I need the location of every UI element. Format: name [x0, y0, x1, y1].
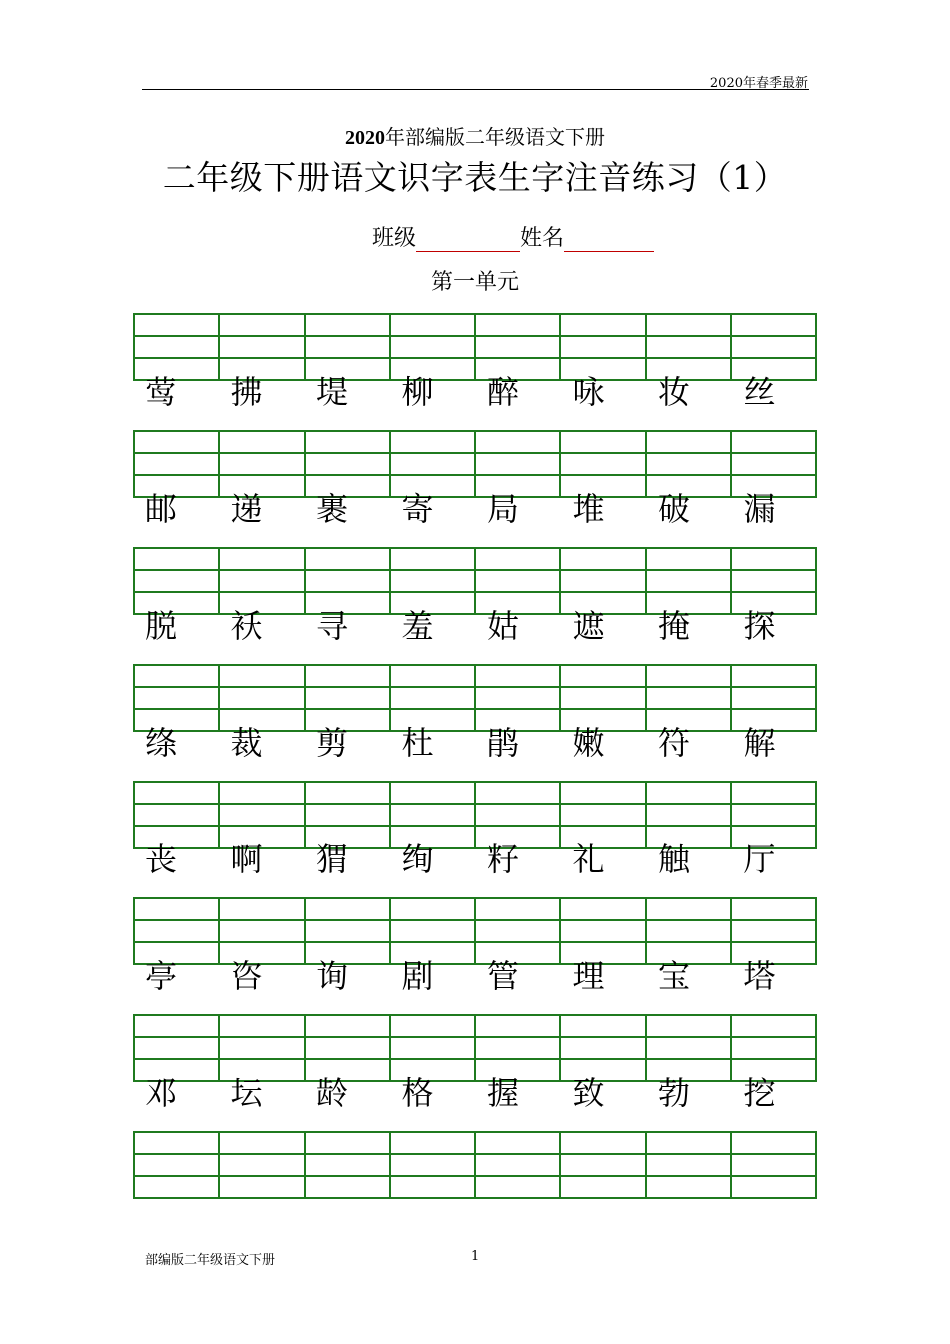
hanzi-character: 解 [743, 724, 776, 762]
pinyin-cell[interactable] [306, 899, 391, 963]
pinyin-cell[interactable] [732, 783, 815, 847]
character-row [133, 1073, 817, 1113]
hanzi-character: 裹 [315, 490, 348, 528]
character-row [133, 723, 817, 763]
pinyin-cell[interactable] [135, 899, 220, 963]
pinyin-cell[interactable] [476, 666, 561, 730]
hanzi-character: 绚 [401, 840, 434, 878]
hanzi-character: 握 [486, 1074, 519, 1112]
sub-title [0, 121, 950, 150]
hanzi-character: 亭 [144, 957, 177, 995]
pinyin-grid [133, 430, 817, 498]
class-blank[interactable] [416, 217, 520, 252]
character-row [133, 839, 817, 879]
pinyin-cell[interactable] [561, 432, 646, 496]
pinyin-cell[interactable] [391, 315, 476, 379]
hanzi-character: 局 [486, 490, 519, 528]
pinyin-cell[interactable] [561, 783, 646, 847]
hanzi-character: 咏 [572, 373, 605, 411]
pinyin-cell[interactable] [306, 1133, 391, 1197]
header-rule [142, 89, 809, 90]
sub-title-year: 2020 [345, 127, 385, 149]
pinyin-grid [133, 664, 817, 732]
hanzi-character: 姑 [486, 607, 519, 645]
hanzi-character: 堤 [315, 373, 348, 411]
hanzi-character: 莺 [144, 373, 177, 411]
pinyin-cell[interactable] [306, 783, 391, 847]
hanzi-character: 掩 [657, 607, 690, 645]
hanzi-character: 龄 [315, 1074, 348, 1112]
hanzi-character: 鹃 [486, 724, 519, 762]
class-label: 班级 [372, 226, 417, 251]
pinyin-cell[interactable] [647, 549, 732, 613]
hanzi-character: 猬 [315, 840, 348, 878]
pinyin-cell[interactable] [391, 783, 476, 847]
hanzi-character: 勃 [657, 1074, 690, 1112]
pinyin-cell[interactable] [135, 1133, 220, 1197]
character-row [133, 489, 817, 529]
student-info [372, 217, 654, 252]
pinyin-cell[interactable] [391, 549, 476, 613]
pinyin-cell[interactable] [732, 1133, 815, 1197]
hanzi-character: 触 [657, 840, 690, 878]
hanzi-character: 裁 [230, 724, 263, 762]
pinyin-cell[interactable] [135, 666, 220, 730]
pinyin-cell[interactable] [306, 1016, 391, 1080]
pinyin-cell[interactable] [647, 1016, 732, 1080]
hanzi-character: 破 [657, 490, 690, 528]
hanzi-character: 剪 [315, 724, 348, 762]
pinyin-cell[interactable] [306, 666, 391, 730]
hanzi-character: 羞 [401, 607, 434, 645]
hanzi-character: 邓 [144, 1074, 177, 1112]
pinyin-cell[interactable] [647, 783, 732, 847]
pinyin-cell[interactable] [135, 549, 220, 613]
hanzi-character: 咨 [230, 957, 263, 995]
pinyin-cell[interactable] [732, 666, 815, 730]
hanzi-character: 符 [657, 724, 690, 762]
hanzi-character: 遮 [572, 607, 605, 645]
name-blank[interactable] [564, 217, 654, 252]
name-label: 姓名 [520, 226, 565, 251]
pinyin-cell[interactable] [306, 315, 391, 379]
pinyin-cell[interactable] [220, 783, 305, 847]
hanzi-character: 挖 [743, 1074, 776, 1112]
hanzi-character: 脱 [144, 607, 177, 645]
hanzi-character: 寄 [401, 490, 434, 528]
hanzi-character: 绦 [144, 724, 177, 762]
pinyin-cell[interactable] [476, 1016, 561, 1080]
hanzi-character: 柳 [401, 373, 434, 411]
pinyin-grid [133, 1014, 817, 1082]
pinyin-cell[interactable] [306, 549, 391, 613]
hanzi-character: 探 [743, 607, 776, 645]
pinyin-cell[interactable] [732, 432, 815, 496]
hanzi-character: 丧 [144, 840, 177, 878]
pinyin-cell[interactable] [476, 549, 561, 613]
hanzi-character: 询 [315, 957, 348, 995]
pinyin-cell[interactable] [476, 1133, 561, 1197]
hanzi-character: 嫩 [572, 724, 605, 762]
pinyin-cell[interactable] [135, 315, 220, 379]
hanzi-character: 拂 [230, 373, 263, 411]
pinyin-cell[interactable] [732, 1016, 815, 1080]
character-row [133, 606, 817, 646]
pinyin-cell[interactable] [391, 1133, 476, 1197]
hanzi-character: 格 [401, 1074, 434, 1112]
hanzi-character: 厅 [743, 840, 776, 878]
pinyin-cell[interactable] [647, 432, 732, 496]
pinyin-cell[interactable] [732, 315, 815, 379]
pinyin-cell[interactable] [391, 1016, 476, 1080]
hanzi-character: 剧 [401, 957, 434, 995]
pinyin-cell[interactable] [220, 315, 305, 379]
pinyin-cell[interactable] [220, 549, 305, 613]
hanzi-character: 邮 [144, 490, 177, 528]
pinyin-cell[interactable] [135, 1016, 220, 1080]
pinyin-cell[interactable] [476, 315, 561, 379]
unit-title: 第一单元 [430, 270, 519, 295]
pinyin-cell[interactable] [647, 315, 732, 379]
pinyin-cell[interactable] [220, 899, 305, 963]
hanzi-character: 堆 [572, 490, 605, 528]
hanzi-character: 坛 [230, 1074, 263, 1112]
pinyin-cell[interactable] [135, 783, 220, 847]
pinyin-cell[interactable] [391, 666, 476, 730]
pinyin-cell[interactable] [732, 899, 815, 963]
hanzi-character: 籽 [486, 840, 519, 878]
pinyin-cell[interactable] [647, 1133, 732, 1197]
pinyin-cell[interactable] [220, 1016, 305, 1080]
pinyin-cell[interactable] [391, 899, 476, 963]
footer-text: 部编版二年级语文下册 [145, 1253, 276, 1268]
pinyin-cell[interactable] [476, 783, 561, 847]
pinyin-cell[interactable] [220, 1133, 305, 1197]
pinyin-cell[interactable] [220, 666, 305, 730]
pinyin-cell[interactable] [306, 432, 391, 496]
pinyin-cell[interactable] [561, 899, 646, 963]
hanzi-character: 醉 [486, 373, 519, 411]
pinyin-cell[interactable] [476, 899, 561, 963]
page-number: 1 [471, 1249, 480, 1264]
hanzi-character: 塔 [743, 957, 776, 995]
hanzi-character: 递 [230, 490, 263, 528]
pinyin-cell[interactable] [732, 549, 815, 613]
hanzi-character: 理 [572, 957, 605, 995]
pinyin-cell[interactable] [561, 666, 646, 730]
character-row [133, 372, 817, 412]
pinyin-cell[interactable] [391, 432, 476, 496]
hanzi-character: 啊 [230, 840, 263, 878]
pinyin-cell[interactable] [647, 899, 732, 963]
pinyin-cell[interactable] [561, 1016, 646, 1080]
hanzi-character: 致 [572, 1074, 605, 1112]
hanzi-character: 漏 [743, 490, 776, 528]
character-row [133, 956, 817, 996]
hanzi-character: 礼 [572, 840, 605, 878]
pinyin-cell[interactable] [647, 666, 732, 730]
sub-title-text: 年部编版二年级语文下册 [385, 125, 605, 149]
pinyin-grid [133, 1131, 817, 1199]
pinyin-cell[interactable] [561, 315, 646, 379]
pinyin-grid [133, 313, 817, 381]
hanzi-character: 丝 [743, 373, 776, 411]
pinyin-cell[interactable] [220, 432, 305, 496]
header-text: 2020年春季最新 [709, 76, 808, 91]
hanzi-character: 妆 [657, 373, 690, 411]
hanzi-character: 管 [486, 957, 519, 995]
page-title: 二年级下册语文识字表生字注音练习（1） [162, 158, 788, 197]
pinyin-cell[interactable] [476, 432, 561, 496]
hanzi-character: 袄 [230, 607, 263, 645]
hanzi-character: 杜 [401, 724, 434, 762]
pinyin-cell[interactable] [561, 549, 646, 613]
hanzi-character: 宝 [657, 957, 690, 995]
pinyin-cell[interactable] [561, 1133, 646, 1197]
pinyin-cell[interactable] [135, 432, 220, 496]
pinyin-grid [133, 547, 817, 615]
hanzi-character: 寻 [315, 607, 348, 645]
pinyin-grid [133, 897, 817, 965]
